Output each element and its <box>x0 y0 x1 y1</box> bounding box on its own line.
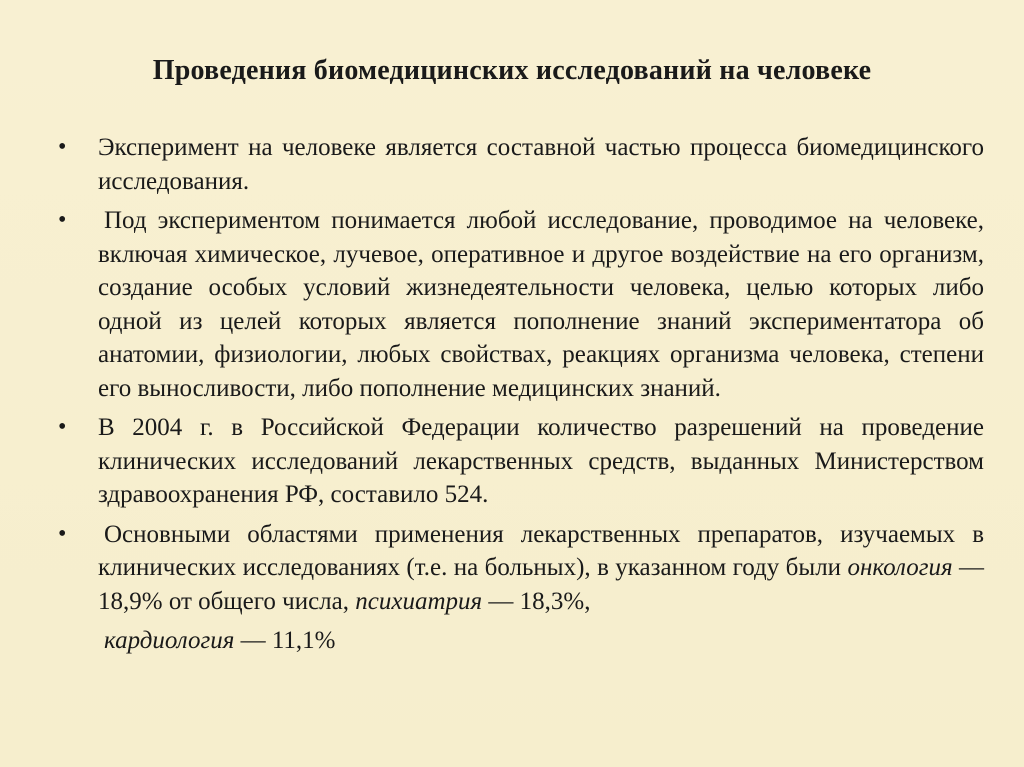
item-text-part: Основными областями применения лекарственных препаратов, изучаемых в клинических исследованиях (т.е. на больных), в указанном году были <box>98 520 984 581</box>
list-item <box>58 411 984 512</box>
list-item <box>58 131 984 198</box>
bullet-list <box>58 131 984 664</box>
bullet-icon: • <box>58 414 67 440</box>
bullet-icon: • <box>58 134 67 160</box>
item-text: В 2004 г. в Российской Федерации количество разрешений на проведение клинических исследований лекарственных средств, выданных Министерством здравоохранения РФ, составило 524. <box>98 414 984 508</box>
list-item <box>58 518 984 658</box>
value-cardiology: — 11,1% <box>240 627 336 654</box>
term-oncology: онкология <box>847 554 953 581</box>
value-oncology: — 18,9% от общего числа, <box>98 554 985 615</box>
item-text: Эксперимент на человеке является составной частью процесса биомедицинского исследования. <box>98 134 984 195</box>
last-line <box>98 624 984 658</box>
list-item <box>58 204 984 405</box>
term-psychiatry: психиатрия <box>355 587 483 615</box>
term-cardiology: кардиология <box>104 627 235 654</box>
item-text <box>98 518 984 658</box>
bullet-icon: • <box>58 520 67 547</box>
value-psychiatry: — 18,3%, <box>488 587 591 615</box>
bullet-icon: • <box>58 207 67 233</box>
slide-title: Проведения биомедицинских исследований на человеке <box>152 55 872 86</box>
item-text: Под экспериментом понимается любой исследование, проводимое на человеке, включая химическое, лучевое, оперативное и другое воздействие на его организм, создание особых условий жизнедеятельности человека, целью которых либо одной из целей которых является пополнение знаний экспериментатора об анатомии, физиологии, любых свойствах, реакциях организма человека, степени его выносливости, либо пополнение медицинских знаний. <box>98 207 984 402</box>
